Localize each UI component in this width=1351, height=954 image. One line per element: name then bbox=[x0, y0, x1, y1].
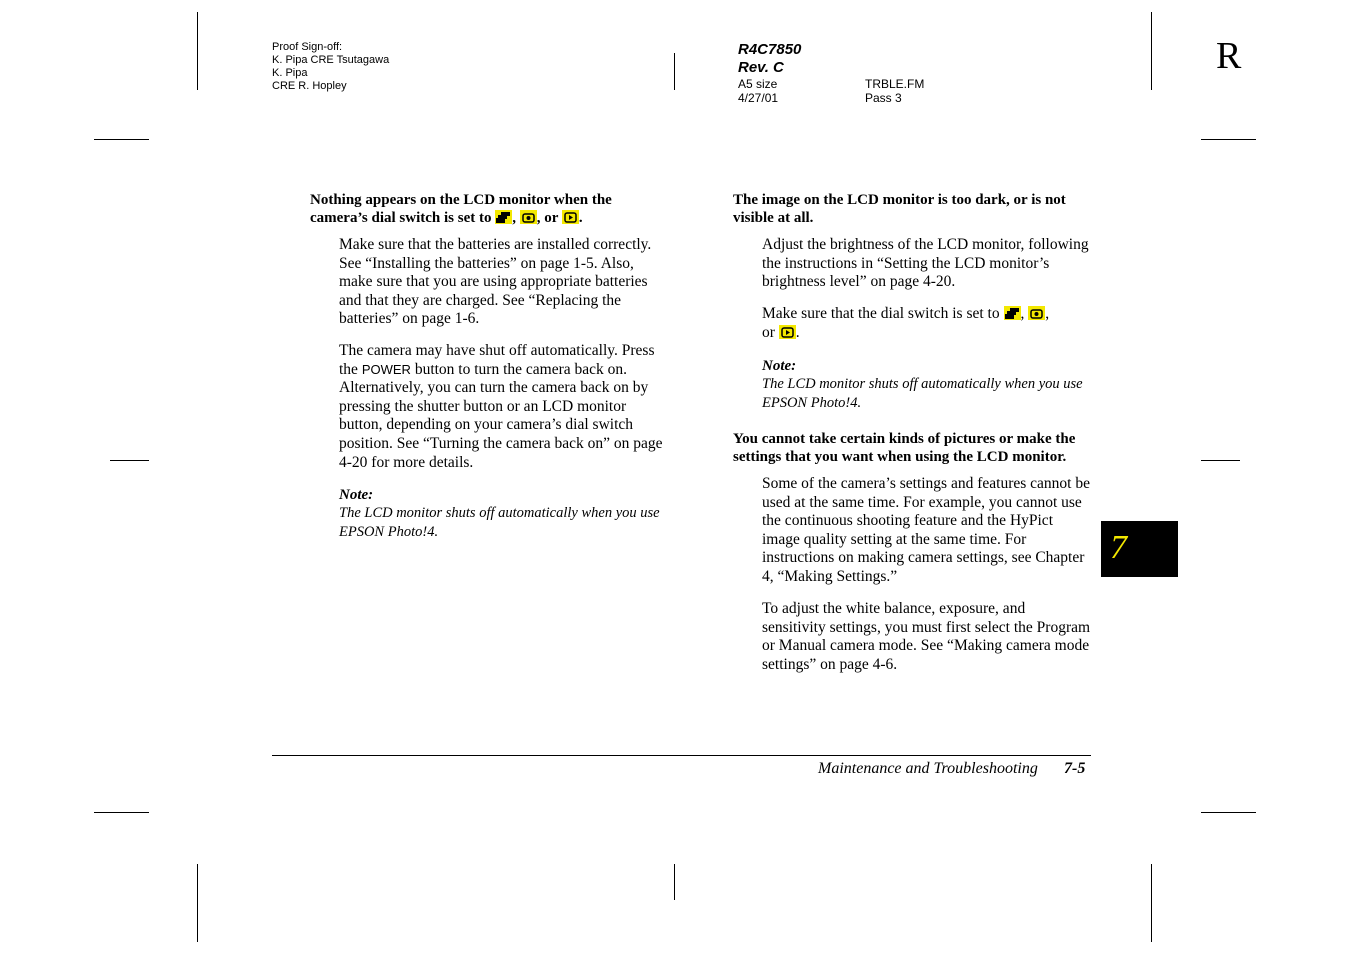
crop-mark bbox=[1201, 139, 1256, 140]
crop-mark bbox=[94, 139, 149, 140]
crop-mark bbox=[674, 864, 675, 900]
playback-icon bbox=[562, 210, 579, 224]
left-heading: Nothing appears on the LCD monitor when the camera’s dial switch is set to , , or . bbox=[310, 192, 612, 226]
revision: Rev. C bbox=[738, 59, 784, 76]
crop-mark bbox=[197, 864, 198, 942]
footer-section-title: Maintenance and Troubleshooting bbox=[818, 760, 1038, 777]
crop-mark bbox=[1201, 460, 1240, 461]
crop-mark bbox=[110, 460, 149, 461]
left-note-text: The LCD monitor shuts off automatically when you use EPSON Photo!4. bbox=[339, 505, 660, 540]
model-number: R4C7850 bbox=[738, 41, 802, 58]
model-code bbox=[738, 41, 801, 77]
size-label: A5 size bbox=[738, 77, 778, 91]
proof-line: K. Pipa bbox=[272, 67, 308, 79]
left-para-shutoff: The camera may have shut off automatically. Press the POWER button to turn the camera back on. Alternatively, you can turn the camera back on by pressing the shutter button or an LCD monitor button, depending on your camera’s dial switch position. See “Turning the camera back on” on page 4-20 for more details. bbox=[339, 342, 663, 471]
crop-mark bbox=[1151, 864, 1152, 942]
registration-letter: R bbox=[1216, 35, 1242, 77]
chapter-number: 7 bbox=[1110, 529, 1127, 566]
playback-icon bbox=[779, 325, 796, 339]
multi-frame-icon bbox=[495, 210, 512, 224]
power-button-label: POWER bbox=[361, 361, 411, 377]
right-para-white-balance: To adjust the white balance, exposure, and sensitivity settings, you must first select the Program or Manual camera mode. See “Making camera mode settings” on page 4-6. bbox=[762, 600, 1091, 673]
file-label: TRBLE.FM bbox=[865, 77, 925, 91]
right-para-dial: Make sure that the dial switch is set to , , or . bbox=[762, 305, 1050, 341]
right-para-features: Some of the camera’s settings and features cannot be used at the same time. For example, you cannot use the continuous shooting feature and the HyPict image quality setting at the same time. For instructions on making camera settings, see Chapter 4, “Making Settings.” bbox=[762, 475, 1090, 585]
footer-page-number: 7-5 bbox=[1064, 760, 1086, 777]
left-para-batteries: Make sure that the batteries are installed correctly. See “Installing the batteries” on page 1-5. Also, make sure that you are using appropriate batteries and that they are charged. See “Replacing the batteries” on page 1-6. bbox=[339, 236, 652, 328]
pass-label: Pass 3 bbox=[865, 91, 902, 105]
crop-mark bbox=[1201, 812, 1256, 813]
camera-icon bbox=[1028, 306, 1045, 320]
right-heading-settings: You cannot take certain kinds of pictures or make the settings that you want when using the LCD monitor. bbox=[733, 431, 1076, 465]
footer-rule bbox=[272, 755, 1091, 756]
crop-mark bbox=[94, 812, 149, 813]
crop-mark bbox=[197, 12, 198, 90]
right-para-brightness: Adjust the brightness of the LCD monitor, following the instructions in “Setting the LCD monitor’s brightness level” on page 4-20. bbox=[762, 236, 1089, 291]
proof-title: Proof Sign-off: bbox=[272, 41, 343, 53]
right-heading-dark: The image on the LCD monitor is too dark, or is not visible at all. bbox=[733, 192, 1066, 226]
right-note-text: The LCD monitor shuts off automatically when you use EPSON Photo!4. bbox=[762, 376, 1083, 411]
multi-frame-icon bbox=[1004, 306, 1021, 320]
crop-mark bbox=[1151, 12, 1152, 90]
right-note-label: Note: bbox=[762, 358, 797, 374]
camera-icon bbox=[520, 210, 537, 224]
date-label: 4/27/01 bbox=[738, 91, 779, 105]
proof-line: CRE R. Hopley bbox=[272, 80, 347, 92]
left-note-label: Note: bbox=[339, 487, 374, 503]
proof-signoff bbox=[272, 41, 389, 93]
proof-line: K. Pipa CRE Tsutagawa bbox=[272, 54, 390, 66]
crop-mark bbox=[674, 53, 675, 90]
